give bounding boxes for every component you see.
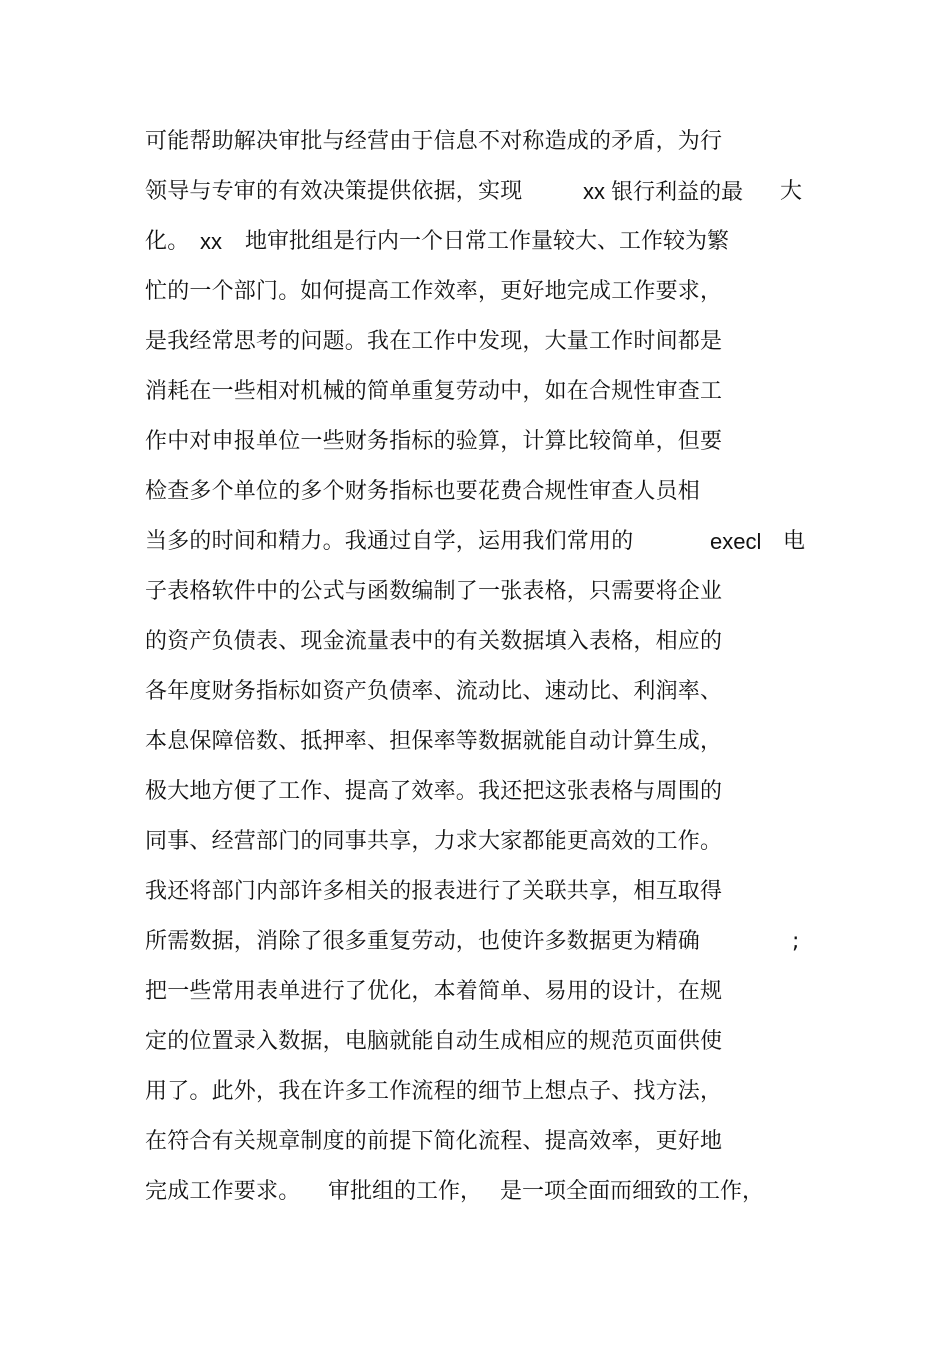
text-line-9-execl: execl xyxy=(710,529,762,554)
text-line-22-mid: 审批组的工作， xyxy=(328,1179,483,1204)
text-line-7: 作中对申报单位一些财务指标的验算，计算比较简单，但要 xyxy=(145,429,723,454)
text-line-9-end: 电 xyxy=(783,529,806,554)
text-line-22-end: 是一项全面而细致的工作， xyxy=(500,1179,765,1204)
text-line-11: 的资产负债表、现金流量表中的有关数据填入表格，相应的 xyxy=(145,629,723,654)
text-line-12: 各年度财务指标如资产负债率、流动比、速动比、利润率、 xyxy=(145,679,723,704)
text-line-16: 我还将部门内部许多相关的报表进行了关联共享，相互取得 xyxy=(145,879,723,904)
text-line-15: 同事、经营部门的同事共享，力求大家都能更高效的工作。 xyxy=(145,829,723,854)
text-line-1: 可能帮助解决审批与经营由于信息不对称造成的矛盾，为行 xyxy=(145,129,723,154)
text-line-5: 是我经常思考的问题。我在工作中发现，大量工作时间都是 xyxy=(145,329,723,354)
text-line-3-tail: 地审批组是行内一个日常工作量较大、工作较为繁 xyxy=(245,229,730,254)
text-line-14: 极大地方便了工作、提高了效率。我还把这张表格与周围的 xyxy=(145,779,723,804)
text-line-17: 所需数据，消除了很多重复劳动，也使许多数据更为精确 xyxy=(145,929,701,954)
text-line-2-end: 大 xyxy=(780,179,803,204)
text-line-13: 本息保障倍数、抵押率、担保率等数据就能自动计算生成， xyxy=(145,729,723,754)
text-line-22: 完成工作要求。 xyxy=(145,1179,301,1204)
text-line-8: 检查多个单位的多个财务指标也要花费合规性审查人员相 xyxy=(145,479,701,504)
text-line-9: 当多的时间和精力。我通过自学，运用我们常用的 xyxy=(145,529,634,554)
text-line-2: 领导与专审的有效决策提供依据，实现 xyxy=(145,179,523,204)
text-line-3-xx: xx xyxy=(200,229,222,254)
text-line-17-end: ; xyxy=(792,929,800,954)
text-line-10: 子表格软件中的公式与函数编制了一张表格，只需要将企业 xyxy=(145,579,723,604)
text-line-6: 消耗在一些相对机械的简单重复劳动中，如在合规性审查工 xyxy=(145,379,723,404)
text-line-2-tail: xx 银行利益的最 xyxy=(583,179,744,204)
text-line-20: 用了。此外，我在许多工作流程的细节上想点子、找方法， xyxy=(145,1079,723,1104)
text-line-21: 在符合有关规章制度的前提下简化流程、提高效率，更好地 xyxy=(145,1129,723,1154)
text-line-3: 化。 xyxy=(145,229,190,254)
text-line-19: 定的位置录入数据，电脑就能自动生成相应的规范页面供使 xyxy=(145,1029,723,1054)
text-line-18: 把一些常用表单进行了优化，本着简单、易用的设计，在规 xyxy=(145,979,723,1004)
text-line-4: 忙的一个部门。如何提高工作效率，更好地完成工作要求， xyxy=(145,279,723,304)
